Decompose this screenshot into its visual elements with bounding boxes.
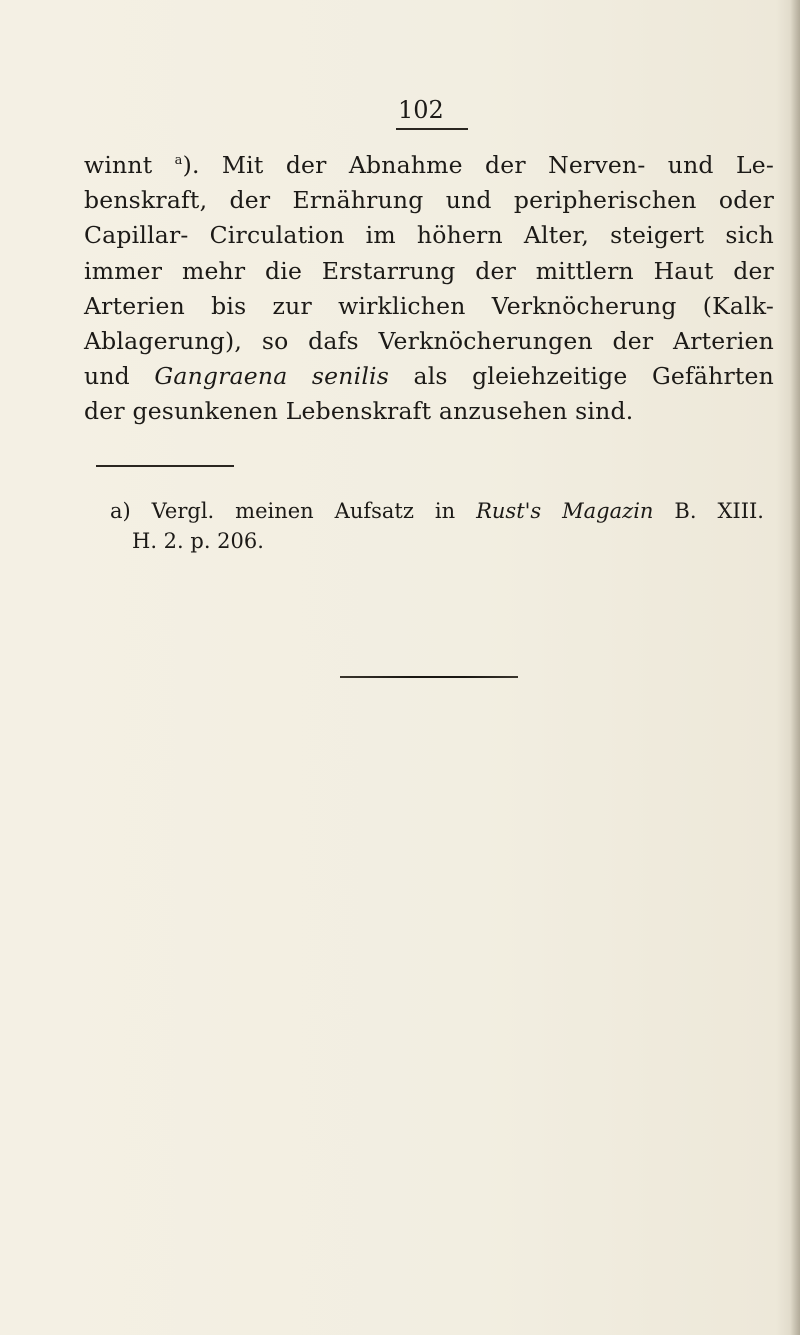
text-fragment: Vergl. meinen Aufsatz in bbox=[130, 499, 477, 523]
text-fragment: B. XIII. bbox=[653, 499, 764, 523]
text-line bbox=[84, 359, 774, 394]
body-paragraph bbox=[84, 148, 774, 430]
page-number-rule bbox=[396, 128, 468, 130]
footnote-separator bbox=[96, 465, 234, 467]
footnote-reference: a bbox=[174, 153, 183, 169]
text-line: benskraft, der Ernährung und peripherischen oder bbox=[84, 186, 774, 215]
page-number: 102 bbox=[398, 96, 444, 124]
footnote-line bbox=[110, 496, 764, 526]
footnote bbox=[110, 496, 770, 556]
footnote-marker: a) bbox=[110, 499, 131, 523]
text-line bbox=[84, 148, 774, 183]
end-ornament-rule bbox=[340, 676, 518, 678]
text-fragment: winnt bbox=[84, 151, 175, 179]
text-line: der gesunkenen Lebenskraft anzusehen sind. bbox=[84, 397, 634, 426]
text-line: Ablagerung), so dafs Verknöcherungen der Arterien bbox=[84, 327, 774, 356]
footnote-line: H. 2. p. 206. bbox=[132, 529, 264, 553]
text-fragment: ). Mit der Abnahme der Nerven- und Le- bbox=[182, 151, 775, 179]
text-fragment: und bbox=[84, 362, 155, 391]
text-line: Capillar- Circulation im höhern Alter, steigert sich bbox=[84, 221, 774, 250]
text-fragment: als gleiehzeitige Gefährten bbox=[389, 362, 774, 391]
italic-term: Gangraena senilis bbox=[154, 362, 390, 391]
text-line: Arterien bis zur wirklichen Verknöcherung (Kalk- bbox=[84, 291, 774, 320]
page-edge-shadow bbox=[790, 0, 800, 1335]
text-line: immer mehr die Erstarrung der mittlern Haut der bbox=[84, 256, 774, 285]
italic-citation: Rust's Magazin bbox=[476, 499, 654, 523]
